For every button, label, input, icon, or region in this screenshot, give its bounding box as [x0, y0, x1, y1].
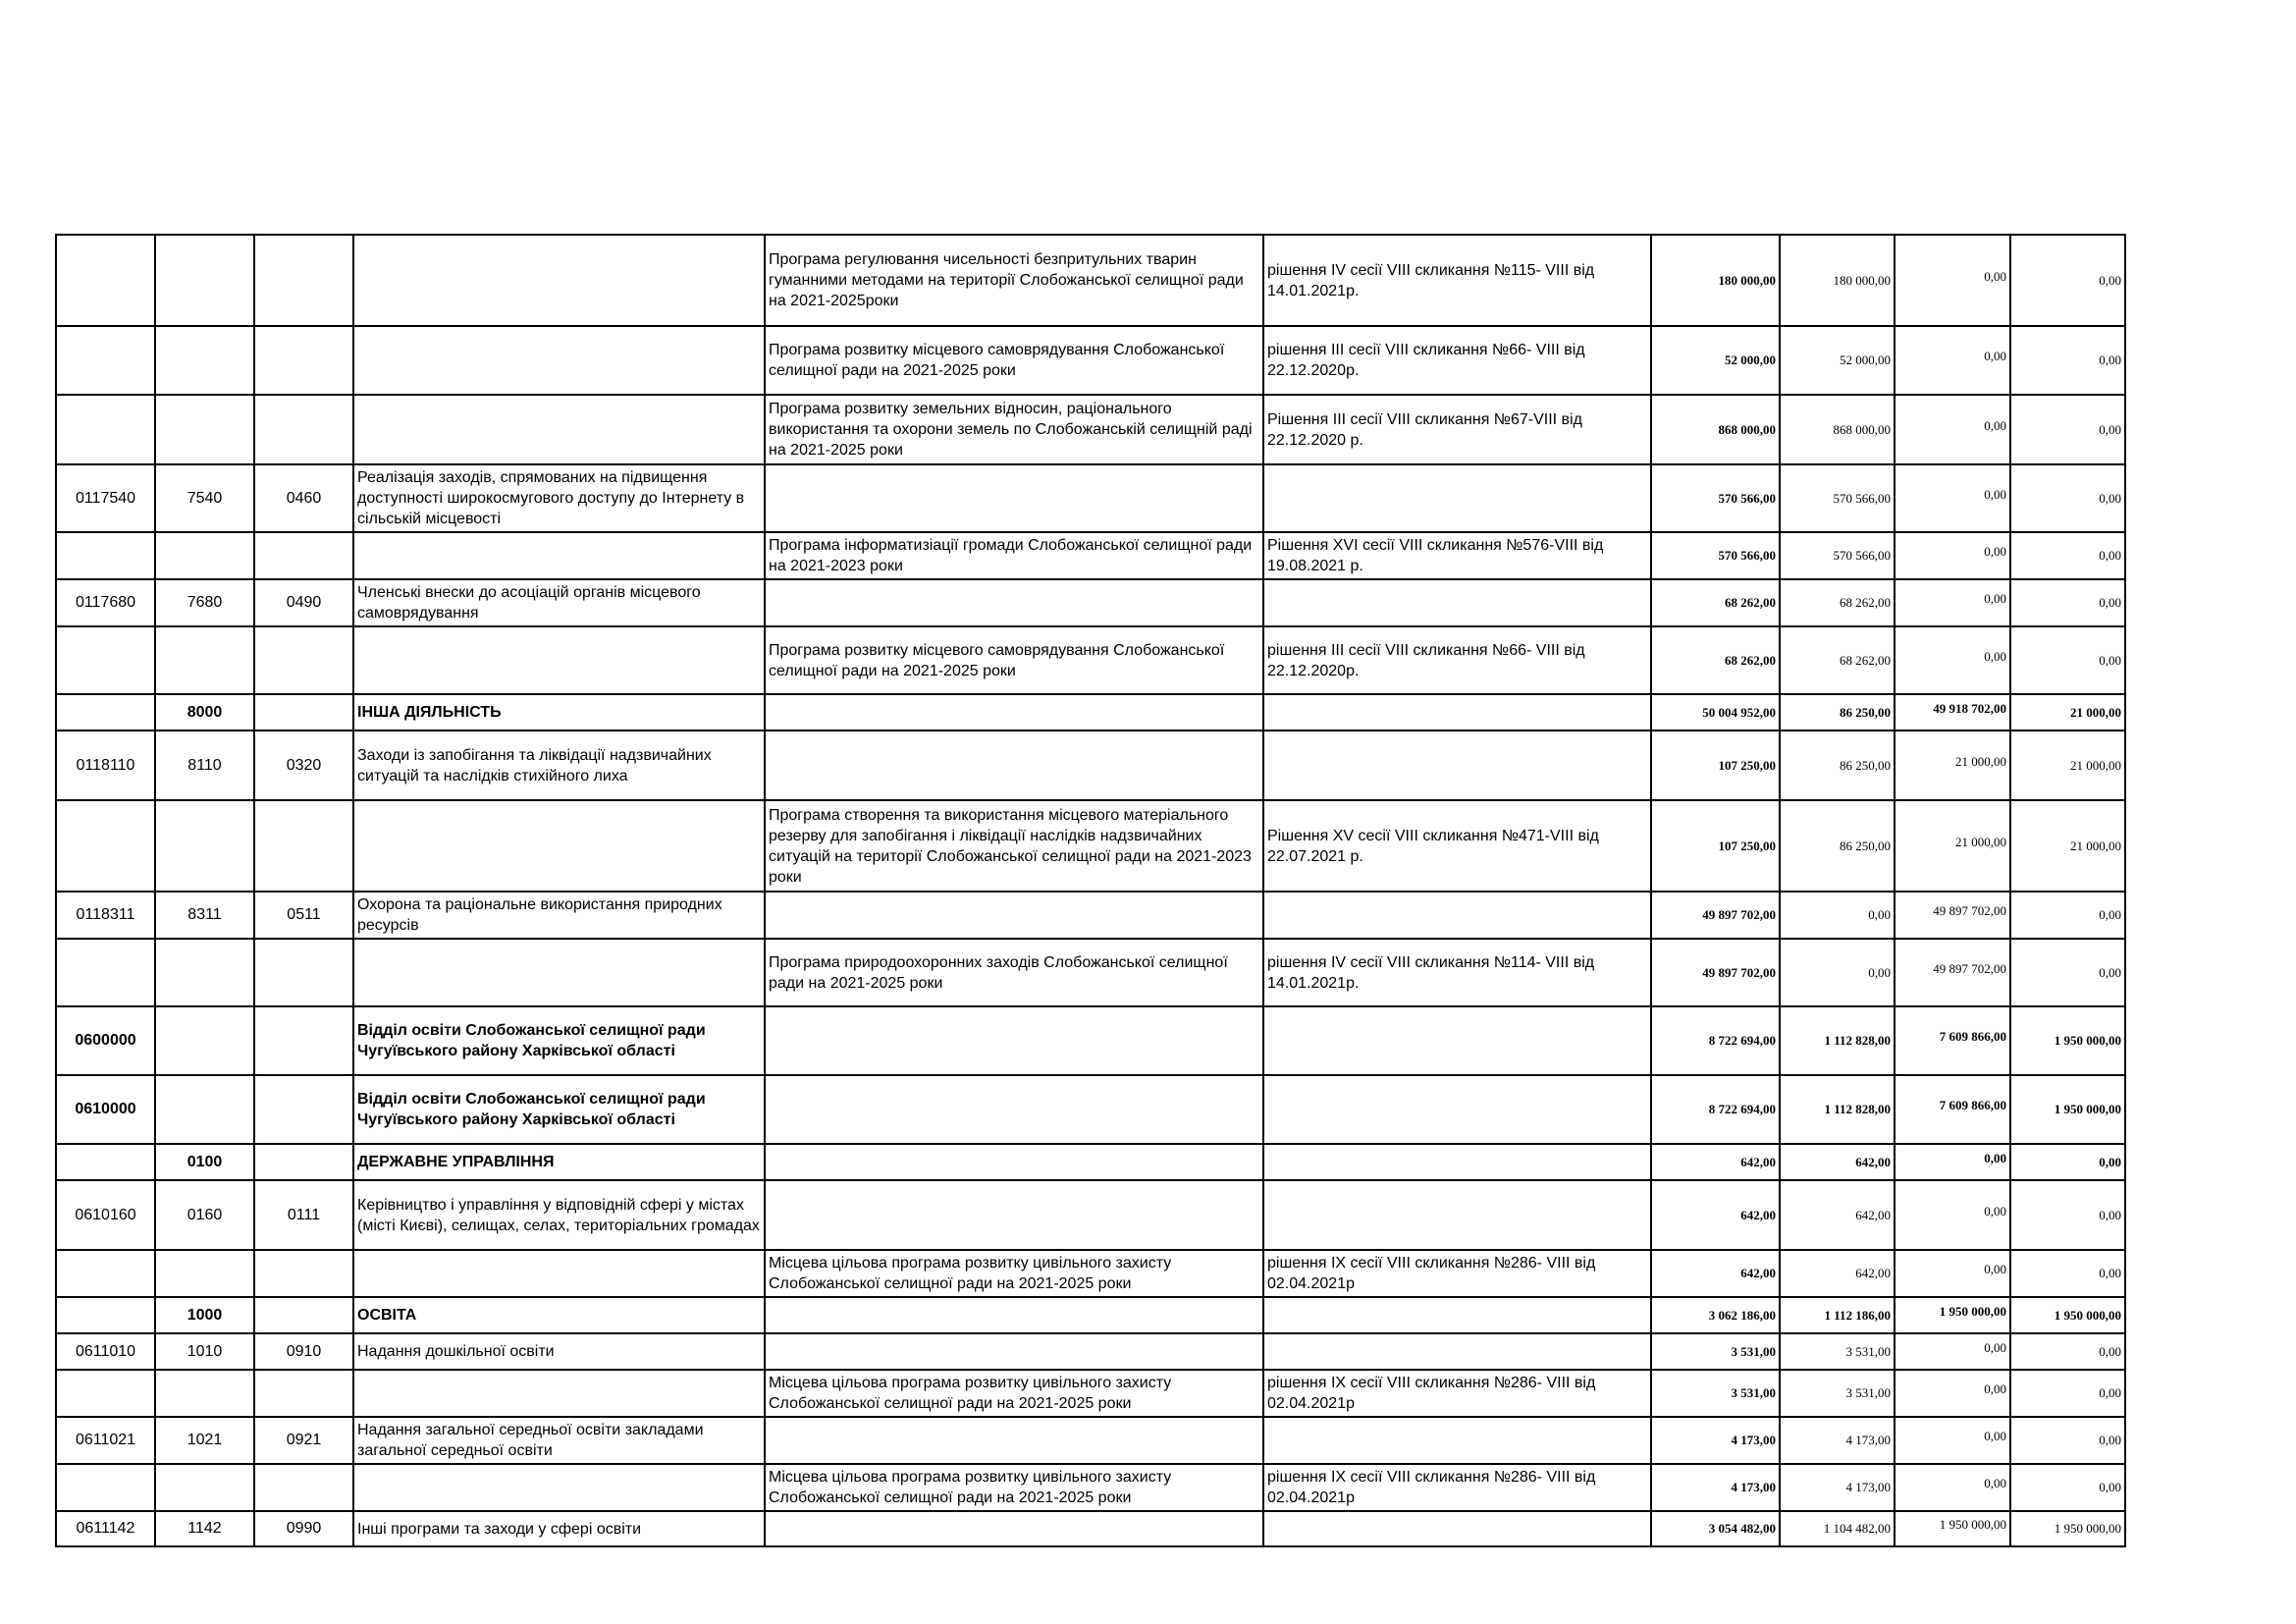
general-fund-cell: 642,00: [1780, 1144, 1895, 1180]
council-decision-cell: [1263, 1180, 1651, 1250]
special-fund-value: 7 609 866,00: [1939, 1098, 2006, 1112]
special-fund-value: 0,00: [1984, 349, 2006, 363]
special-fund-value: 21 000,00: [1955, 753, 2006, 769]
program-code-cell: [56, 1250, 155, 1297]
council-decision-cell: [1263, 1297, 1651, 1333]
development-budget-cell: 0,00: [2010, 1417, 2125, 1464]
local-program-cell: [765, 1417, 1263, 1464]
special-fund-cell: [1895, 326, 2010, 395]
functional-code-cell: [254, 1075, 353, 1144]
total-amount-cell: 107 250,00: [1651, 800, 1780, 892]
special-fund-cell: [1895, 235, 2010, 326]
program-code-cell: [56, 326, 155, 395]
general-fund-cell: 0,00: [1780, 892, 1895, 939]
program-code-cell: 0611142: [56, 1511, 155, 1546]
special-fund-value: 0,00: [1984, 1476, 2006, 1490]
program-name-cell: Охорона та раціональне використання природних ресурсів: [353, 892, 765, 939]
local-program-cell: [765, 892, 1263, 939]
local-program-cell: Програма створення та використання місцевого матеріального резерву для запобігання і ліквідації наслідків надзвичайних ситуацій на території Слобожанської селищної ради на 2021-2023 роки: [765, 800, 1263, 892]
functional-code-cell: [254, 1297, 353, 1333]
special-fund-value: 1 950 000,00: [1939, 1303, 2006, 1319]
typical-program-code-cell: [155, 1006, 254, 1075]
typical-program-code-cell: [155, 1370, 254, 1417]
functional-code-cell: 0490: [254, 579, 353, 626]
general-fund-cell: 0,00: [1780, 939, 1895, 1006]
special-fund-value: 0,00: [1984, 1262, 2006, 1276]
table-row: [56, 395, 2125, 464]
functional-code-cell: 0511: [254, 892, 353, 939]
special-fund-cell: [1895, 1006, 2010, 1075]
typical-program-code-cell: [155, 235, 254, 326]
special-fund-value: 0,00: [1984, 591, 2006, 606]
local-program-cell: Програма розвитку місцевого самоврядування Слобожанської селищної ради на 2021-2025 роки: [765, 326, 1263, 395]
functional-code-cell: [254, 939, 353, 1006]
table-row: [56, 1297, 2125, 1333]
development-budget-cell: 0,00: [2010, 395, 2125, 464]
special-fund-cell: [1895, 1333, 2010, 1370]
development-budget-cell: 0,00: [2010, 464, 2125, 532]
development-budget-cell: 0,00: [2010, 1250, 2125, 1297]
total-amount-cell: 49 897 702,00: [1651, 939, 1780, 1006]
special-fund-value: 0,00: [1984, 417, 2006, 433]
special-fund-value: 0,00: [1984, 486, 2006, 502]
special-fund-value: 0,00: [1984, 268, 2006, 284]
program-name-cell: [353, 532, 765, 579]
typical-program-code-cell: 1142: [155, 1511, 254, 1546]
special-fund-cell: [1895, 1075, 2010, 1144]
special-fund-cell: [1895, 694, 2010, 731]
local-program-cell: Програма розвитку місцевого самоврядування Слобожанської селищної ради на 2021-2025 роки: [765, 626, 1263, 694]
functional-code-cell: [254, 395, 353, 464]
general-fund-cell: 1 112 828,00: [1780, 1075, 1895, 1144]
program-name-cell: Реалізація заходів, спрямованих на підвищення доступності широкосмугового доступу до Інтернету в сільській місцевості: [353, 464, 765, 532]
total-amount-cell: 8 722 694,00: [1651, 1006, 1780, 1075]
program-code-cell: 0118110: [56, 731, 155, 800]
special-fund-cell: [1895, 626, 2010, 694]
general-fund-cell: 3 531,00: [1780, 1370, 1895, 1417]
functional-code-cell: [254, 800, 353, 892]
program-name-cell: [353, 626, 765, 694]
local-program-cell: Місцева цільова програма розвитку цивільного захисту Слобожанської селищної ради на 2021-2025 роки: [765, 1464, 1263, 1511]
general-fund-cell: 3 531,00: [1780, 1333, 1895, 1370]
special-fund-cell: [1895, 1417, 2010, 1464]
table-row: [56, 1511, 2125, 1546]
council-decision-cell: [1263, 1006, 1651, 1075]
typical-program-code-cell: 8110: [155, 731, 254, 800]
special-fund-value: 49 897 702,00: [1933, 903, 2006, 918]
functional-code-cell: 0460: [254, 464, 353, 532]
table-row: [56, 800, 2125, 892]
typical-program-code-cell: [155, 532, 254, 579]
table-row: [56, 1333, 2125, 1370]
functional-code-cell: [254, 532, 353, 579]
program-name-cell: Заходи із запобігання та ліквідації надзвичайних ситуацій та наслідків стихійного лиха: [353, 731, 765, 800]
functional-code-cell: [254, 1006, 353, 1075]
council-decision-cell: [1263, 731, 1651, 800]
general-fund-cell: 570 566,00: [1780, 532, 1895, 579]
typical-program-code-cell: [155, 800, 254, 892]
total-amount-cell: 180 000,00: [1651, 235, 1780, 326]
program-code-cell: [56, 626, 155, 694]
total-amount-cell: 868 000,00: [1651, 395, 1780, 464]
functional-code-cell: [254, 626, 353, 694]
special-fund-cell: [1895, 892, 2010, 939]
typical-program-code-cell: [155, 1464, 254, 1511]
special-fund-cell: [1895, 800, 2010, 892]
special-fund-cell: [1895, 579, 2010, 626]
program-name-cell: Надання загальної середньої освіти закладами загальної середньої освіти: [353, 1417, 765, 1464]
table-row: [56, 892, 2125, 939]
total-amount-cell: 3 531,00: [1651, 1370, 1780, 1417]
development-budget-cell: 0,00: [2010, 1370, 2125, 1417]
special-fund-cell: [1895, 1464, 2010, 1511]
total-amount-cell: 68 262,00: [1651, 626, 1780, 694]
general-fund-cell: 180 000,00: [1780, 235, 1895, 326]
local-program-cell: [765, 1297, 1263, 1333]
program-name-cell: [353, 1250, 765, 1297]
typical-program-code-cell: [155, 395, 254, 464]
council-decision-cell: [1263, 1417, 1651, 1464]
local-program-cell: [765, 1144, 1263, 1180]
council-decision-cell: [1263, 1333, 1651, 1370]
development-budget-cell: 1 950 000,00: [2010, 1075, 2125, 1144]
program-code-cell: [56, 235, 155, 326]
total-amount-cell: 4 173,00: [1651, 1417, 1780, 1464]
special-fund-cell: [1895, 1180, 2010, 1250]
program-name-cell: [353, 395, 765, 464]
table-row: [56, 626, 2125, 694]
local-program-cell: Програма розвитку земельних відносин, раціонального використання та охорони земель по Слобожанській селищній раді на 2021-2025 роки: [765, 395, 1263, 464]
table-row: [56, 1006, 2125, 1075]
typical-program-code-cell: 0160: [155, 1180, 254, 1250]
table-row: [56, 1417, 2125, 1464]
special-fund-value: 0,00: [1984, 1150, 2006, 1165]
table-row: [56, 731, 2125, 800]
general-fund-cell: 52 000,00: [1780, 326, 1895, 395]
general-fund-cell: 4 173,00: [1780, 1417, 1895, 1464]
total-amount-cell: 50 004 952,00: [1651, 694, 1780, 731]
special-fund-value: 0,00: [1984, 544, 2006, 559]
council-decision-cell: [1263, 1144, 1651, 1180]
council-decision-cell: Рішення XV сесії VIII скликання №471-VIII від 22.07.2021 р.: [1263, 800, 1651, 892]
program-name-cell: [353, 326, 765, 395]
development-budget-cell: 0,00: [2010, 532, 2125, 579]
table-row: [56, 235, 2125, 326]
local-program-cell: [765, 694, 1263, 731]
local-program-cell: [765, 1075, 1263, 1144]
council-decision-cell: Рішення XVI сесії VIII скликання №576-VIII від 19.08.2021 р.: [1263, 532, 1651, 579]
special-fund-cell: [1895, 1250, 2010, 1297]
functional-code-cell: 0921: [254, 1417, 353, 1464]
total-amount-cell: 107 250,00: [1651, 731, 1780, 800]
development-budget-cell: 21 000,00: [2010, 694, 2125, 731]
typical-program-code-cell: [155, 1250, 254, 1297]
local-program-cell: [765, 579, 1263, 626]
total-amount-cell: 52 000,00: [1651, 326, 1780, 395]
program-name-cell: ОСВІТА: [353, 1297, 765, 1333]
general-fund-cell: 68 262,00: [1780, 626, 1895, 694]
total-amount-cell: 570 566,00: [1651, 464, 1780, 532]
functional-code-cell: 0111: [254, 1180, 353, 1250]
program-name-cell: [353, 939, 765, 1006]
total-amount-cell: 642,00: [1651, 1180, 1780, 1250]
program-name-cell: Відділ освіти Слобожанської селищної ради Чугуївського району Харківської області: [353, 1075, 765, 1144]
program-code-cell: 0117540: [56, 464, 155, 532]
program-name-cell: Надання дошкільної освіти: [353, 1333, 765, 1370]
local-program-cell: [765, 464, 1263, 532]
program-code-cell: [56, 1370, 155, 1417]
typical-program-code-cell: 1010: [155, 1333, 254, 1370]
council-decision-cell: рішення III сесії VIII скликання №66- VIII від 22.12.2020р.: [1263, 326, 1651, 395]
special-fund-cell: [1895, 395, 2010, 464]
typical-program-code-cell: 1000: [155, 1297, 254, 1333]
program-code-cell: [56, 939, 155, 1006]
functional-code-cell: [254, 235, 353, 326]
development-budget-cell: 21 000,00: [2010, 800, 2125, 892]
council-decision-cell: рішення IV сесії VIII скликання №115- VIII від 14.01.2021р.: [1263, 235, 1651, 326]
program-code-cell: 0600000: [56, 1006, 155, 1075]
table-row: [56, 694, 2125, 731]
development-budget-cell: 0,00: [2010, 326, 2125, 395]
council-decision-cell: рішення IX сесії VIII скликання №286- VIII від 02.04.2021р: [1263, 1250, 1651, 1297]
special-fund-value: 49 897 702,00: [1933, 960, 2006, 976]
functional-code-cell: 0990: [254, 1511, 353, 1546]
program-code-cell: 0610000: [56, 1075, 155, 1144]
program-code-cell: [56, 532, 155, 579]
program-name-cell: [353, 235, 765, 326]
special-fund-value: 0,00: [1984, 1381, 2006, 1396]
total-amount-cell: 8 722 694,00: [1651, 1075, 1780, 1144]
council-decision-cell: рішення IX сесії VIII скликання №286- VIII від 02.04.2021р: [1263, 1370, 1651, 1417]
total-amount-cell: 570 566,00: [1651, 532, 1780, 579]
table-row: [56, 326, 2125, 395]
typical-program-code-cell: 1021: [155, 1417, 254, 1464]
special-fund-value: 1 950 000,00: [1939, 1517, 2006, 1532]
development-budget-cell: 0,00: [2010, 1333, 2125, 1370]
table-row: [56, 1075, 2125, 1144]
functional-code-cell: [254, 1250, 353, 1297]
local-program-cell: Місцева цільова програма розвитку цивільного захисту Слобожанської селищної ради на 2021-2025 роки: [765, 1370, 1263, 1417]
general-fund-cell: 642,00: [1780, 1250, 1895, 1297]
total-amount-cell: 642,00: [1651, 1250, 1780, 1297]
total-amount-cell: 4 173,00: [1651, 1464, 1780, 1511]
table-row: [56, 464, 2125, 532]
typical-program-code-cell: 7540: [155, 464, 254, 532]
general-fund-cell: 1 104 482,00: [1780, 1511, 1895, 1546]
program-code-cell: [56, 694, 155, 731]
program-name-cell: [353, 1464, 765, 1511]
total-amount-cell: 642,00: [1651, 1144, 1780, 1180]
development-budget-cell: 0,00: [2010, 1464, 2125, 1511]
table-row: [56, 1250, 2125, 1297]
functional-code-cell: [254, 326, 353, 395]
special-fund-cell: [1895, 1297, 2010, 1333]
development-budget-cell: 1 950 000,00: [2010, 1511, 2125, 1546]
general-fund-cell: 68 262,00: [1780, 579, 1895, 626]
general-fund-cell: 86 250,00: [1780, 800, 1895, 892]
general-fund-cell: 86 250,00: [1780, 694, 1895, 731]
typical-program-code-cell: [155, 939, 254, 1006]
program-code-cell: 0117680: [56, 579, 155, 626]
general-fund-cell: 86 250,00: [1780, 731, 1895, 800]
general-fund-cell: 868 000,00: [1780, 395, 1895, 464]
development-budget-cell: 21 000,00: [2010, 731, 2125, 800]
program-code-cell: 0611021: [56, 1417, 155, 1464]
local-program-cell: Програма інформатизіації громади Слобожанської селищної ради на 2021-2023 роки: [765, 532, 1263, 579]
functional-code-cell: [254, 1464, 353, 1511]
table-row: [56, 1464, 2125, 1511]
special-fund-value: 7 609 866,00: [1939, 1029, 2006, 1044]
council-decision-cell: [1263, 1511, 1651, 1546]
development-budget-cell: 0,00: [2010, 939, 2125, 1006]
typical-program-code-cell: 8311: [155, 892, 254, 939]
program-code-cell: 0610160: [56, 1180, 155, 1250]
special-fund-cell: [1895, 464, 2010, 532]
local-program-cell: [765, 1006, 1263, 1075]
typical-program-code-cell: 7680: [155, 579, 254, 626]
program-name-cell: Інші програми та заходи у сфері освіти: [353, 1511, 765, 1546]
special-fund-cell: [1895, 1144, 2010, 1180]
local-program-cell: Програма регулювання чисельності безпритульних тварин гуманними методами на території Слобожанської селищної ради на 2021-2025роки: [765, 235, 1263, 326]
program-name-cell: [353, 1370, 765, 1417]
functional-code-cell: [254, 1370, 353, 1417]
local-program-cell: [765, 1180, 1263, 1250]
general-fund-cell: 1 112 186,00: [1780, 1297, 1895, 1333]
program-name-cell: [353, 800, 765, 892]
total-amount-cell: 3 054 482,00: [1651, 1511, 1780, 1546]
typical-program-code-cell: [155, 626, 254, 694]
development-budget-cell: 1 950 000,00: [2010, 1297, 2125, 1333]
program-name-cell: Відділ освіти Слобожанської селищної ради Чугуївського району Харківської області: [353, 1006, 765, 1075]
development-budget-cell: 1 950 000,00: [2010, 1006, 2125, 1075]
general-fund-cell: 570 566,00: [1780, 464, 1895, 532]
general-fund-cell: 1 112 828,00: [1780, 1006, 1895, 1075]
table-row: [56, 1144, 2125, 1180]
council-decision-cell: [1263, 1075, 1651, 1144]
program-name-cell: ІНША ДІЯЛЬНІСТЬ: [353, 694, 765, 731]
total-amount-cell: 68 262,00: [1651, 579, 1780, 626]
table-row: [56, 579, 2125, 626]
program-name-cell: ДЕРЖАВНЕ УПРАВЛІННЯ: [353, 1144, 765, 1180]
table-row: [56, 1370, 2125, 1417]
local-program-cell: [765, 731, 1263, 800]
total-amount-cell: 49 897 702,00: [1651, 892, 1780, 939]
functional-code-cell: [254, 1144, 353, 1180]
special-fund-cell: [1895, 532, 2010, 579]
special-fund-value: 0,00: [1984, 648, 2006, 664]
council-decision-cell: рішення III сесії VIII скликання №66- VIII від 22.12.2020р.: [1263, 626, 1651, 694]
development-budget-cell: 0,00: [2010, 1144, 2125, 1180]
special-fund-value: 49 918 702,00: [1933, 700, 2006, 716]
development-budget-cell: 0,00: [2010, 626, 2125, 694]
special-fund-value: 0,00: [1984, 1203, 2006, 1218]
program-name-cell: Керівництво і управління у відповідній сфері у містах (місті Києві), селищах, селах, територіальних громадах: [353, 1180, 765, 1250]
development-budget-cell: 0,00: [2010, 892, 2125, 939]
functional-code-cell: 0910: [254, 1333, 353, 1370]
local-program-cell: [765, 1511, 1263, 1546]
typical-program-code-cell: 0100: [155, 1144, 254, 1180]
special-fund-value: 21 000,00: [1955, 834, 2006, 849]
typical-program-code-cell: [155, 1075, 254, 1144]
council-decision-cell: [1263, 694, 1651, 731]
council-decision-cell: Рішення III сесії VIII скликання №67-VIII від 22.12.2020 р.: [1263, 395, 1651, 464]
program-code-cell: [56, 395, 155, 464]
general-fund-cell: 4 173,00: [1780, 1464, 1895, 1511]
local-program-cell: Програма природоохоронних заходів Слобожанської селищної ради на 2021-2025 роки: [765, 939, 1263, 1006]
special-fund-cell: [1895, 1370, 2010, 1417]
development-budget-cell: 0,00: [2010, 579, 2125, 626]
development-budget-cell: 0,00: [2010, 1180, 2125, 1250]
development-budget-cell: 0,00: [2010, 235, 2125, 326]
table-row: [56, 939, 2125, 1006]
program-name-cell: Членські внески до асоціацій органів місцевого самоврядування: [353, 579, 765, 626]
typical-program-code-cell: [155, 326, 254, 395]
special-fund-cell: [1895, 939, 2010, 1006]
local-program-cell: Місцева цільова програма розвитку цивільного захисту Слобожанської селищної ради на 2021-2025 роки: [765, 1250, 1263, 1297]
typical-program-code-cell: 8000: [155, 694, 254, 731]
table-row: [56, 532, 2125, 579]
program-code-cell: [56, 800, 155, 892]
budget-programs-table: [55, 234, 2126, 1547]
program-code-cell: 0611010: [56, 1333, 155, 1370]
functional-code-cell: [254, 694, 353, 731]
special-fund-cell: [1895, 1511, 2010, 1546]
functional-code-cell: 0320: [254, 731, 353, 800]
program-code-cell: 0118311: [56, 892, 155, 939]
program-code-cell: [56, 1144, 155, 1180]
table-row: [56, 1180, 2125, 1250]
council-decision-cell: рішення IV сесії VIII скликання №114- VIII від 14.01.2021р.: [1263, 939, 1651, 1006]
general-fund-cell: 642,00: [1780, 1180, 1895, 1250]
council-decision-cell: [1263, 892, 1651, 939]
program-code-cell: [56, 1464, 155, 1511]
program-code-cell: [56, 1297, 155, 1333]
special-fund-value: 0,00: [1984, 1429, 2006, 1443]
special-fund-value: 0,00: [1984, 1339, 2006, 1355]
special-fund-cell: [1895, 731, 2010, 800]
local-program-cell: [765, 1333, 1263, 1370]
council-decision-cell: [1263, 579, 1651, 626]
total-amount-cell: 3 531,00: [1651, 1333, 1780, 1370]
council-decision-cell: рішення IX сесії VIII скликання №286- VIII від 02.04.2021р: [1263, 1464, 1651, 1511]
council-decision-cell: [1263, 464, 1651, 532]
total-amount-cell: 3 062 186,00: [1651, 1297, 1780, 1333]
